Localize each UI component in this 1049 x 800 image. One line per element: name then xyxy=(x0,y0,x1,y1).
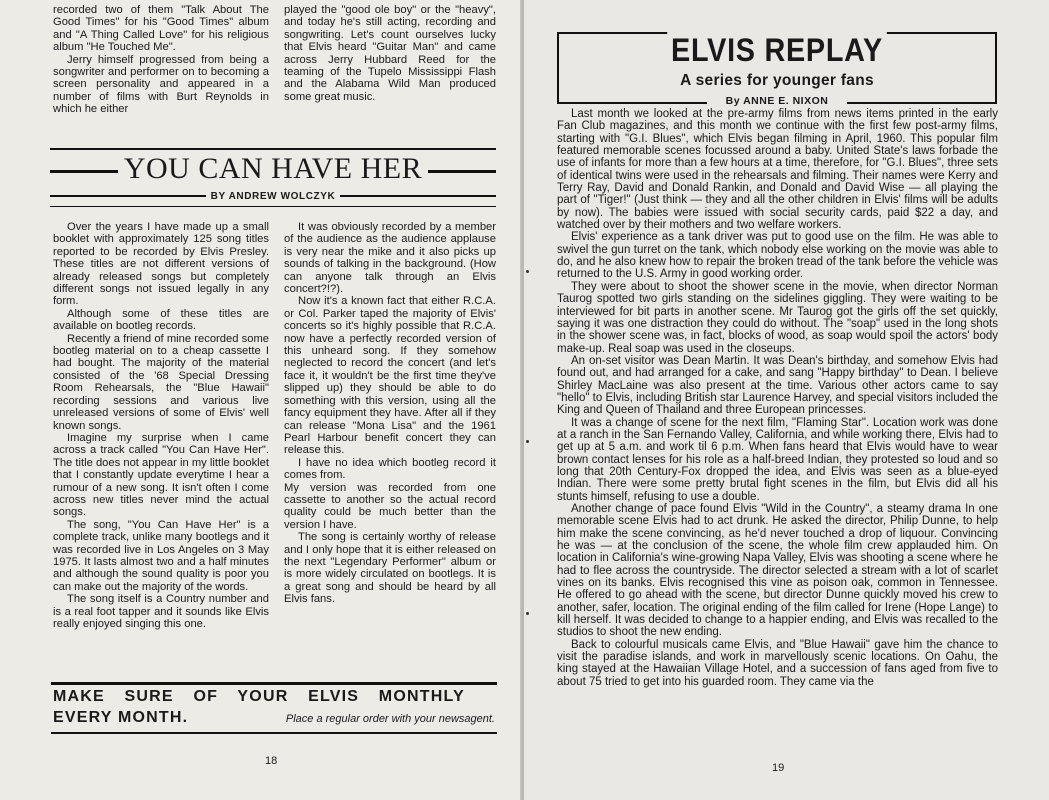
headline-text: YOU CAN HAVE HER xyxy=(118,152,428,185)
feature-title-text: ELVIS REPLAY xyxy=(667,32,886,68)
byline xyxy=(50,190,496,203)
advert-bottom-rule xyxy=(51,732,497,734)
paragraph: Jerry himself progressed from being a songwriter and performer on to becoming a screen personality and appeared in a number of films with Burt Reynolds in which he either xyxy=(53,53,269,116)
continued-article-column-1 xyxy=(53,4,269,116)
title-box-left-rule xyxy=(557,32,559,102)
feature-title xyxy=(579,30,975,70)
article-column-2 xyxy=(284,221,496,606)
paragraph: Elvis' experience as a tank driver was put to good use on the film. He was able to swivel the gun turret on the tank, which nobody else working on the movie was able to do, and he also knew how to repair the broken tread of the tank before the vehicle was returned to the U.S. Army in good working order. xyxy=(557,231,998,281)
byline-bottom-rule xyxy=(50,206,496,207)
feature-byline-text: By ANNE E. NIXON xyxy=(723,95,832,107)
feature-body xyxy=(557,108,998,688)
advert-tagline: Place a regular order with your newsagent. xyxy=(285,713,495,725)
paragraph: The song itself is a Country number and is a real foot tapper and it sounds like Elvis really enjoyed singing this one. xyxy=(53,593,269,630)
paragraph: recorded two of them "Talk About The Good Times" for his "Good Times" album and "A Thing Called Love" for his religious album "He Touched Me". xyxy=(53,4,269,54)
page-number: 18 xyxy=(265,755,278,767)
article-headline xyxy=(50,152,496,186)
subscription-advert xyxy=(51,682,497,734)
paragraph: Imagine my surprise when I came across a track called "You Can Have Her". The title does not appear in my little booklet that I constantly update everytime I hear a rumour of a new song. It isn't often I come across new titles never mind the actual songs. xyxy=(53,431,269,519)
left-page xyxy=(0,0,522,800)
paragraph: It was a change of scene for the next film, "Flaming Star". Location work was done at a ranch in the San Fernando Valley, California, and while working there, Elvis had to get up at 5 a.m. and work til 6 p.m. When fans heard that Elvis would have to wear brown contact lenses for his role as a half-breed Indian, they protested so loud and so long that 20th Century-Fox dropped the idea, and Elvis was seen as a blue-eyed Indian. There were some pretty brutal fight scenes in the film, but Elvis did all his stunts himself, refusing to use a double. xyxy=(557,416,998,503)
byline-text: BY ANDREW WOLCZYK xyxy=(206,191,341,202)
paragraph: Although some of these titles are available on bootleg records. xyxy=(53,307,269,333)
article-byline-row xyxy=(50,190,496,204)
right-page xyxy=(524,0,1049,800)
paragraph: Last month we looked at the pre-army films from news items printed in the early Fan Club magazines, and this month we continue with the first few post-army films, starting with "G.I. Blues", which Elvis began filming in April, 1960. This popular film featured memorable scenes focussed around a baby. United State's laws forbade the use of infants for more than a few hours at a time, therefore, for "G.I. Blues", three sets of identical twins were used in the rehearsals and filming. Their names were Kerry and Terry Ray, David and Donald Rankin, and Donald and David Wise — all playing the part of "Tiger!" (Just think — they and all the other children in Elvis' films will be adults by now). The babies were issued with social security cards, paid $22 a day, and watched over by their mothers and two welfare workers. xyxy=(557,108,998,232)
paragraph: Now it's a known fact that either R.C.A. or Col. Parker taped the majority of Elvis' concerts so it's highly possible that R.C.A. now have a perfectly recorded version of this unheard song. If they somehow neglected to record the concert (and let's face it, it wouldn't be the first time they've slipped up) they should be able to do something with this version, using all the fancy equipment they have. After all if they can release "Mona Lisa" and the 1961 Pearl Harbour benefit concert they can release this. xyxy=(284,295,496,457)
feature-subtitle: A series for younger fans xyxy=(680,72,874,89)
paragraph: played the "good ole boy" or the "heavy", and today he's still acting, recording and songwriting. Let's count ourselves lucky that Elvis heard "Guitar Man" and came across Jerry Hubbard Reed for the teaming of the Tupelo Mississippi Flash and the Alabama Wild Man produced some great music. xyxy=(284,4,496,103)
paragraph: Another change of pace found Elvis "Wild in the Country", a steamy drama In one memorable scene Elvis had to act drunk. He asked the director, Philip Dunne, to help him make the scene convincing, as he'd never touched a drop of liquour. Convincing he was — at the conclusion of the scene, the whole film crew applauded him. On location in California's wine-growing Napa Valley, Elvis was shooting a scene where he had to flee across the countryside. The director selected a stream with a lot of scarlet vines on its banks. Elvis recognised this vine as poison oak, common in Tennessee. He offered to go ahead with the scene, but director Dunne quickly moved his crew to another, safer, location. The original ending of the film called for Irene (Hope Lange) to kill herself. It was decided to change to a happier ending, and Elvis was recalled to the studios to shoot the new ending. xyxy=(557,503,998,639)
title-box-right-rule xyxy=(995,32,997,102)
paragraph: I have no idea which bootleg record it comes from. xyxy=(284,456,496,482)
feature-title-box xyxy=(557,32,997,103)
paragraph: The song is certainly worthy of release and I only hope that it is either released on the next "Legendary Performer" album or is more widely circulated on bootlegs. It is a great song and should be heard by all Elvis fans. xyxy=(284,531,496,606)
article-column-1 xyxy=(53,221,269,630)
advert-headline: MAKE SURE OF YOUR ELVIS MONTHLY xyxy=(53,688,465,705)
paragraph: An on-set visitor was Dean Martin. It was Dean's birthday, and somehow Elvis had found out, and had arranged for a cake, and sang "Happy birthday" to Dean. I believe Shirley MacLaine was also present at the time. Various other actors came to say "hello" to Elvis, including British star Laurence Harvey, and special visitors included the King and Queen of Thailand and three European princesses. xyxy=(557,354,998,417)
advert-headline-2: EVERY MONTH. xyxy=(53,709,189,726)
margin-dot xyxy=(526,270,529,273)
feature-byline-row xyxy=(557,95,997,109)
advert-top-rule xyxy=(51,682,497,685)
page-number: 19 xyxy=(772,762,785,774)
paragraph: It was obviously recorded by a member of the audience as the audience applause is very near the mike and it also picks up sounds of talking in the background. (How can anyone talk through an Elvis concert?!?). xyxy=(284,221,496,296)
paragraph: My version was recorded from one cassette to another so the actual record quality could be much better than the version I have. xyxy=(284,481,496,531)
continued-article-column-2 xyxy=(284,4,496,103)
article-headline-row xyxy=(50,150,496,192)
margin-dot xyxy=(526,612,529,615)
paragraph: The song, "You Can Have Her" is a complete track, unlike many bootlegs and it was recorded live in Los Angeles on 3 May 1975. It lasts almost two and a half minutes and although the sound quality is poor you can make out the majority of the words. xyxy=(53,518,269,593)
paragraph: They were about to shoot the shower scene in the movie, when director Norman Taurog spotted two girls standing on the sidelines giggling. They were waiting to be interviewed for bit parts in another scene. Mr Taurog got the girls off the set quickly, saying it was one distraction they could do without. The "soap" used in the long shots in the shower scene was, in fact, blocks of wood, as soap would spoil the actors' body make-up. Real soap was used in the closeups. xyxy=(557,280,998,355)
paragraph: Recently a friend of mine recorded some bootleg material on to a cheap cassette I had bought. The majority of the material consisted of the '68 Special Dressing Room Rehearsals, the "Blue Hawaii" recording sessions and various live unreleased versions of some of Elvis' well known songs. xyxy=(53,332,269,432)
feature-byline xyxy=(557,95,997,108)
paragraph: Over the years I have made up a small booklet with approximately 125 song titles reported to be recorded by Elvis Presley. These titles are not different versions of already released songs but completely different songs not issued legally in any form. xyxy=(53,221,269,308)
paragraph: Back to colourful musicals came Elvis, and "Blue Hawaii" gave him the chance to visit the paradise islands, and work in marvellously scenic locations. On Oahu, the king stayed at the Hawaiian Village Hotel, and a succession of fans aged from five to about 75 tried to get into his guarded room. They came via the xyxy=(557,638,998,688)
margin-dot xyxy=(526,440,529,443)
